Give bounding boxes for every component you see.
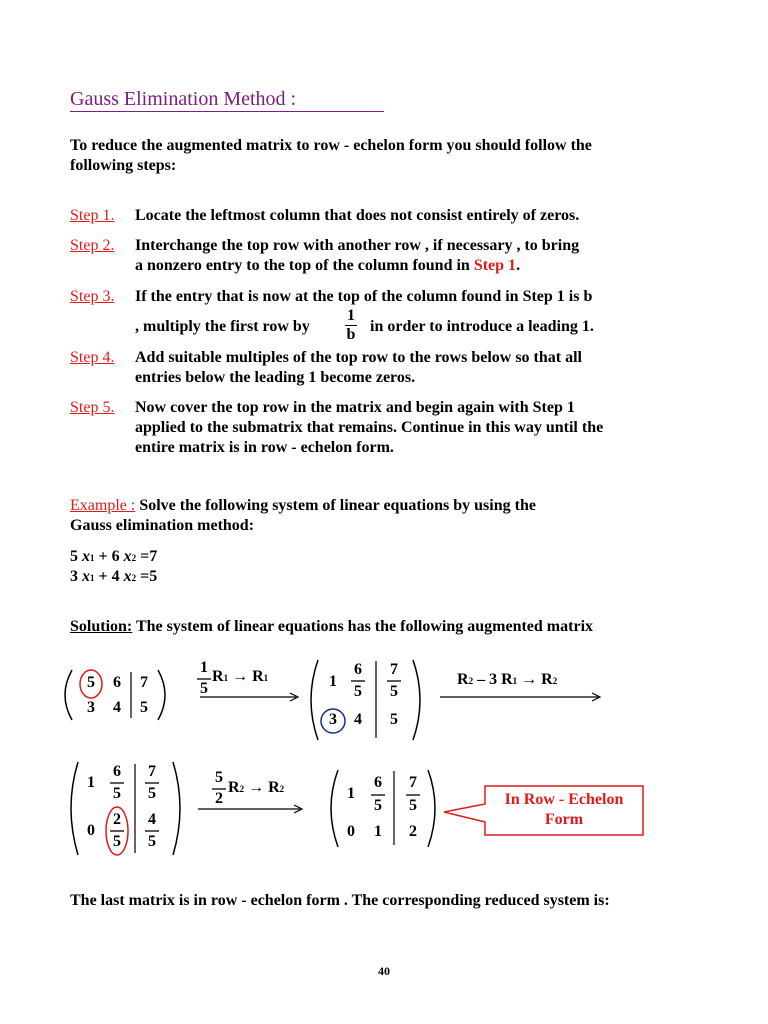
op1-frac-den: 5 — [200, 680, 208, 697]
step-2-ref: Step 1 — [473, 257, 517, 274]
eq2-coef-2: 4 — [111, 568, 120, 585]
m1-left-paren — [65, 670, 72, 720]
m3-r2-c3-den: 5 — [148, 833, 156, 850]
m3-r2-c3-num: 4 — [148, 811, 156, 828]
op3-frac-den: 2 — [215, 790, 223, 807]
m3-r1-c1: 1 — [87, 774, 95, 791]
m2-r1-c3-den: 5 — [390, 683, 398, 700]
step-3-line-1: If the entry that is now at the top of the column found in Step 1 is b — [135, 288, 593, 305]
eq1-coef-1: 5 — [70, 548, 78, 565]
eq1-coef-2: 6 — [111, 548, 120, 565]
op3-frac-num: 5 — [215, 769, 223, 786]
eq2-coef-1: 3 — [70, 568, 78, 585]
m4-r2-c3: 2 — [409, 823, 417, 840]
step-2-line-2-text: a nonzero entry to the top of the column found in — [135, 257, 470, 274]
op1-maps-to: → — [232, 668, 249, 685]
page-title: Gauss Elimination Method : — [70, 88, 297, 110]
m3-r1-c3-den: 5 — [148, 785, 156, 802]
eq2-plus: + — [98, 568, 108, 585]
solution-text: The system of linear equations has the following augmented matrix — [135, 618, 594, 635]
m2-r2-c1: 3 — [329, 711, 337, 728]
eq1-var-2: x — [123, 548, 132, 565]
op2-maps-to: → — [521, 671, 538, 688]
m1-r2-c3: 5 — [140, 699, 148, 716]
op2-row-sub: 2 — [468, 676, 474, 686]
step-2-end: . — [516, 257, 521, 274]
intro-line-2: following steps: — [70, 157, 177, 174]
m2-r1-c3-num: 7 — [390, 661, 398, 678]
step-5-line-1: Now cover the top row in the matrix and begin again with Step 1 — [135, 399, 575, 416]
eq2-var-1: x — [82, 568, 90, 585]
m4-r1-c1: 1 — [347, 785, 355, 802]
step-1-text: Locate the leftmost column that does not consist entirely of zeros. — [135, 207, 580, 224]
m4-r1-c2-num: 6 — [374, 774, 382, 791]
op2-multiple-sub: 1 — [512, 676, 518, 686]
m3-left-paren — [71, 762, 78, 855]
m3-r2-c1: 0 — [87, 822, 95, 839]
m4-r1-c3-den: 5 — [409, 797, 417, 814]
fraction-numerator: 1 — [347, 307, 355, 324]
m1-r1-c2: 6 — [113, 674, 121, 691]
m1-r1-c1: 5 — [87, 674, 95, 691]
example-line-2: Gauss elimination method: — [70, 517, 255, 534]
eq1-var-1: x — [82, 548, 90, 565]
op2-label — [457, 670, 557, 691]
m1-r1-c3: 7 — [140, 674, 148, 691]
op3-target: R — [268, 779, 280, 796]
solution-label: Solution: — [70, 618, 133, 635]
callout-line-2: Form — [544, 811, 584, 828]
step-5-label: Step 5. — [70, 399, 115, 416]
m3-r2-c2-den: 5 — [113, 833, 121, 850]
step-4-line-1: Add suitable multiples of the top row to the rows below so that all — [135, 349, 582, 366]
m4-r2-c1: 0 — [347, 823, 355, 840]
m4-left-paren — [331, 770, 338, 847]
m4-r2-c2: 1 — [374, 823, 382, 840]
eq1-sub-2: 2 — [131, 553, 137, 563]
m2-r2-c2: 4 — [354, 711, 362, 728]
callout-text — [487, 790, 641, 830]
callout-line-1: In Row - Echelon — [504, 791, 624, 808]
step-3-label: Step 3. — [70, 288, 115, 305]
step-2-label: Step 2. — [70, 237, 115, 254]
op3-row-sub: 2 — [239, 784, 245, 794]
op3-label — [228, 778, 284, 799]
m3-r2-c2-num: 2 — [113, 811, 121, 828]
op1-row: R — [212, 668, 224, 685]
m2-right-paren — [413, 660, 420, 740]
op2-row: R — [457, 671, 469, 688]
eq2-sub-2: 2 — [131, 573, 137, 583]
op2-multiple: – 3 R — [477, 671, 513, 688]
step-5-line-2: applied to the submatrix that remains. Continue in this way until the — [135, 419, 604, 436]
m3-r1-c3-num: 7 — [148, 763, 156, 780]
step-3-line-2: , multiply the first row by — [135, 318, 310, 335]
step-3-line-3: in order to introduce a leading 1. — [370, 318, 594, 335]
op1-frac-num: 1 — [200, 659, 208, 676]
m2-r2-c3: 5 — [390, 711, 398, 728]
m3-right-paren — [173, 762, 180, 855]
example-label: Example : — [70, 497, 136, 514]
m3-r1-c2-den: 5 — [113, 785, 121, 802]
op1-target: R — [252, 668, 264, 685]
eq2-sub-1: 1 — [90, 573, 95, 583]
eq2-var-2: x — [123, 568, 132, 585]
op3-maps-to: → — [248, 779, 265, 796]
eq2-rhs: =5 — [140, 568, 158, 585]
step-5-line-3: entire matrix is in row - echelon form. — [135, 439, 394, 456]
step-4-line-2: entries below the leading 1 become zeros. — [135, 369, 416, 386]
m4-right-paren — [428, 770, 435, 847]
eq1-sub-1: 1 — [90, 553, 95, 563]
m1-r2-c1: 3 — [87, 699, 95, 716]
m4-r1-c3-num: 7 — [409, 774, 417, 791]
m2-left-paren — [311, 660, 318, 740]
step-2-line-1: Interchange the top row with another row , if necessary , to bring — [135, 237, 580, 254]
op1-target-sub: 1 — [263, 673, 269, 683]
step-1-label: Step 1. — [70, 207, 115, 224]
fraction-denominator: b — [346, 326, 356, 343]
m2-r1-c1: 1 — [329, 673, 337, 690]
page-number: 40 — [378, 964, 390, 978]
eq1-rhs: =7 — [140, 548, 158, 565]
op1-row-sub: 1 — [223, 673, 229, 683]
m2-r1-c2-num: 6 — [354, 661, 362, 678]
op1-label — [212, 667, 268, 688]
intro-line-1: To reduce the augmented matrix to row - echelon form you should follow the — [70, 137, 592, 154]
conclusion-line: The last matrix is in row - echelon form . The corresponding reduced system is: — [70, 892, 610, 909]
eq1-plus: + — [98, 548, 108, 565]
op3-row: R — [228, 779, 240, 796]
op2-target-sub: 2 — [552, 676, 558, 686]
op2-target: R — [541, 671, 553, 688]
m1-r2-c2: 4 — [113, 699, 121, 716]
op3-target-sub: 2 — [279, 784, 285, 794]
m3-r1-c2-num: 6 — [113, 763, 121, 780]
m2-r1-c2-den: 5 — [354, 683, 362, 700]
example-text-1: Solve the following system of linear equations by using the — [139, 497, 536, 514]
m1-right-paren — [158, 670, 165, 720]
m4-r1-c2-den: 5 — [374, 797, 382, 814]
step-4-label: Step 4. — [70, 349, 115, 366]
